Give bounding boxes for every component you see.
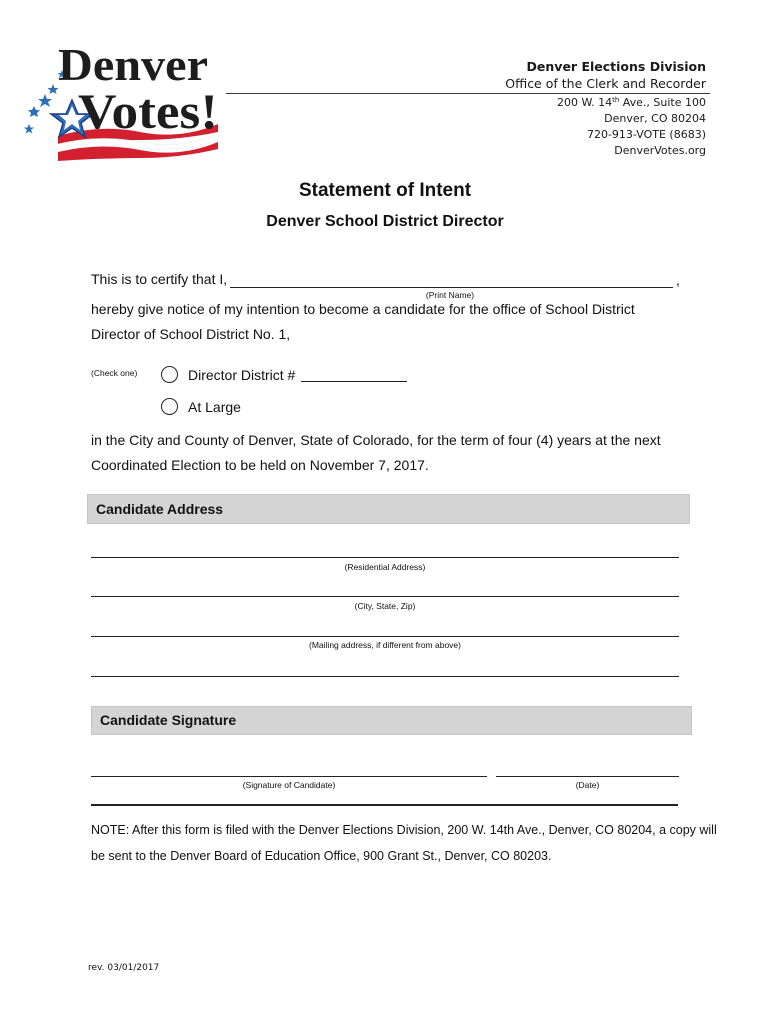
residential-address-field[interactable]	[91, 557, 679, 558]
signature-label: (Signature of Candidate)	[242, 780, 336, 790]
date-label: (Date)	[575, 780, 600, 790]
header-divider	[226, 93, 710, 94]
logo-text-denver: Denver	[58, 40, 208, 90]
mailing-address-field-2[interactable]	[91, 676, 679, 677]
phone-number: 720-913-VOTE (8683)	[586, 128, 706, 141]
certify-text: This is to certify that I,	[91, 271, 228, 287]
street-address: 200 W. 14th Ave., Suite 100	[556, 96, 706, 109]
director-district-radio[interactable]	[161, 366, 178, 383]
note-text-line2: be sent to the Denver Board of Education Office, 900 Grant St., Denver, CO 80203.	[91, 849, 552, 863]
at-large-radio[interactable]	[161, 398, 178, 415]
director-district-label: Director District #	[188, 367, 296, 383]
at-large-label: At Large	[188, 399, 241, 415]
term-text-line1: in the City and County of Denver, State of Colorado, for the term of four (4) years at the next	[91, 432, 661, 448]
candidate-address-header: Candidate Address	[87, 494, 690, 524]
organization-name: Denver Elections Division	[526, 59, 706, 74]
revision-date: rev. 03/01/2017	[88, 963, 160, 973]
city-state-zip-field[interactable]	[91, 596, 679, 597]
website-link[interactable]: DenverVotes.org	[614, 144, 706, 157]
residential-address-label: (Residential Address)	[344, 562, 426, 572]
candidate-signature-header: Candidate Signature	[91, 706, 692, 735]
notice-text-line1: hereby give notice of my intention to become a candidate for the office of School District	[91, 301, 635, 317]
check-one-label: (Check one)	[91, 368, 138, 378]
district-number-field[interactable]	[301, 381, 407, 382]
office-name: Office of the Clerk and Recorder	[505, 76, 706, 91]
city-state-zip-label: (City, State, Zip)	[354, 601, 416, 611]
mailing-address-label: (Mailing address, if different from above)	[309, 640, 461, 650]
logo-text-votes: Votes!	[78, 83, 218, 139]
note-text-line1: NOTE: After this form is filed with the Denver Elections Division, 200 W. 14th Ave., Denver, CO 80204, a copy will	[91, 823, 717, 837]
date-field[interactable]	[496, 776, 679, 777]
mailing-address-field[interactable]	[91, 636, 679, 637]
section-divider	[91, 804, 678, 806]
print-name-label: (Print Name)	[425, 290, 475, 300]
page-title: Statement of Intent	[298, 180, 472, 201]
city-address: Denver, CO 80204	[604, 112, 706, 125]
page-subtitle: Denver School District Director	[266, 213, 504, 230]
denver-votes-logo	[20, 40, 225, 165]
signature-field[interactable]	[91, 776, 487, 777]
notice-text-line2: Director of School District No. 1,	[91, 326, 291, 342]
print-name-field[interactable]	[230, 287, 673, 288]
certify-comma: ,	[676, 272, 680, 288]
term-text-line2: Coordinated Election to be held on November 7, 2017.	[91, 457, 429, 473]
